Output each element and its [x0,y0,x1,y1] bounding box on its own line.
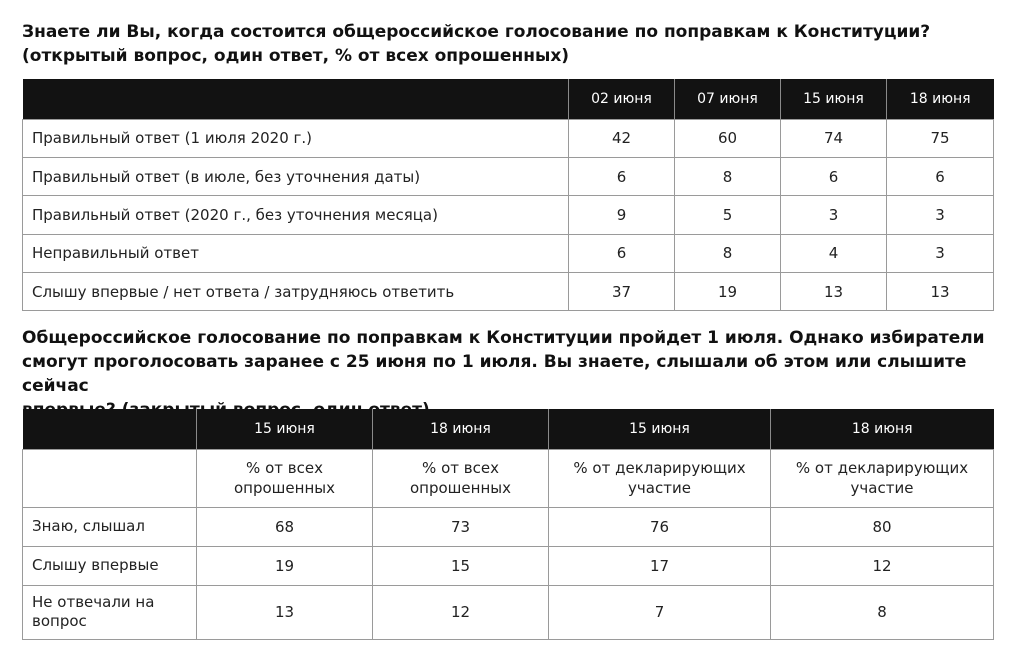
cell-value: 6 [569,234,675,272]
subheader-cell [373,449,549,507]
cell-value: 75 [887,119,994,157]
subheader-line: % от всех [422,459,499,477]
cell-value: 6 [887,157,994,195]
column-header: 18 июня [771,409,994,449]
subheader-line: участие [850,479,914,497]
column-header: 07 июня [675,79,781,119]
cell-value: 80 [771,507,994,546]
question-2-title [22,326,997,422]
cell-value: 13 [887,273,994,311]
column-header: 18 июня [373,409,549,449]
cell-value: 13 [781,273,887,311]
table-header-row [23,409,994,449]
table-row [23,585,994,639]
cell-value: 3 [887,196,994,234]
row-label: Правильный ответ (2020 г., без уточнения месяца) [23,196,569,234]
cell-value: 15 [373,546,549,585]
column-header: 18 июня [887,79,994,119]
subheader-empty-cell [23,449,197,507]
row-label: Правильный ответ (в июле, без уточнения даты) [23,157,569,195]
subheader-line: участие [628,479,691,497]
cell-value: 76 [549,507,771,546]
column-header: 15 июня [197,409,373,449]
row-label: Неправильный ответ [23,234,569,272]
question-1-title [22,20,997,68]
question-2-table [22,409,994,640]
cell-value: 9 [569,196,675,234]
row-label: Правильный ответ (1 июля 2020 г.) [23,119,569,157]
table-header-row [23,79,994,119]
cell-value: 5 [675,196,781,234]
cell-value: 3 [887,234,994,272]
question-1-title-line: (открытый вопрос, один ответ, % от всех опрошенных) [22,46,570,66]
cell-value: 19 [197,546,373,585]
subheader-line: % от всех [246,459,323,477]
table-row [23,273,994,311]
cell-value: 12 [373,585,549,639]
cell-value: 8 [675,157,781,195]
question-2-title-line: Общероссийское голосование по поправкам к Конституции пройдет 1 июля. Однако избиратели [22,328,985,348]
subheader-line: опрошенных [234,479,335,497]
cell-value: 12 [771,546,994,585]
table-row [23,196,994,234]
row-label [23,585,197,639]
column-header: 15 июня [781,79,887,119]
cell-value: 74 [781,119,887,157]
subheader-line: % от декларирующих [573,459,746,477]
cell-value: 17 [549,546,771,585]
question-1-title-line: Знаете ли Вы, когда состоится общероссийское голосование по поправкам к Конституции? [22,22,931,42]
table-row [23,546,994,585]
cell-value: 8 [771,585,994,639]
header-empty-cell [23,409,197,449]
table-row [23,234,994,272]
cell-value: 8 [675,234,781,272]
subheader-line: % от декларирующих [795,459,969,477]
cell-value: 6 [569,157,675,195]
column-header: 15 июня [549,409,771,449]
question-2-title-line: смогут проголосовать заранее с 25 июня по 1 июля. Вы знаете, слышали об этом или слышите сейчас [22,352,967,396]
cell-value: 19 [675,273,781,311]
cell-value: 6 [781,157,887,195]
cell-value: 7 [549,585,771,639]
question-1-table [22,79,994,311]
column-header: 02 июня [569,79,675,119]
cell-value: 4 [781,234,887,272]
table-row [23,157,994,195]
cell-value: 68 [197,507,373,546]
cell-value: 37 [569,273,675,311]
header-empty-cell [23,79,569,119]
cell-value: 13 [197,585,373,639]
cell-value: 60 [675,119,781,157]
subheader-cell [771,449,994,507]
row-label: Слышу впервые [23,546,197,585]
cell-value: 3 [781,196,887,234]
table-row [23,119,994,157]
table-row [23,507,994,546]
table-subheader-row [23,449,994,507]
row-label: Знаю, слышал [23,507,197,546]
row-label-line: вопрос [32,612,87,630]
subheader-cell [549,449,771,507]
cell-value: 73 [373,507,549,546]
subheader-cell [197,449,373,507]
subheader-line: опрошенных [410,479,511,497]
row-label-line: Не отвечали на [32,593,155,611]
row-label: Слышу впервые / нет ответа / затрудняюсь ответить [23,273,569,311]
cell-value: 42 [569,119,675,157]
